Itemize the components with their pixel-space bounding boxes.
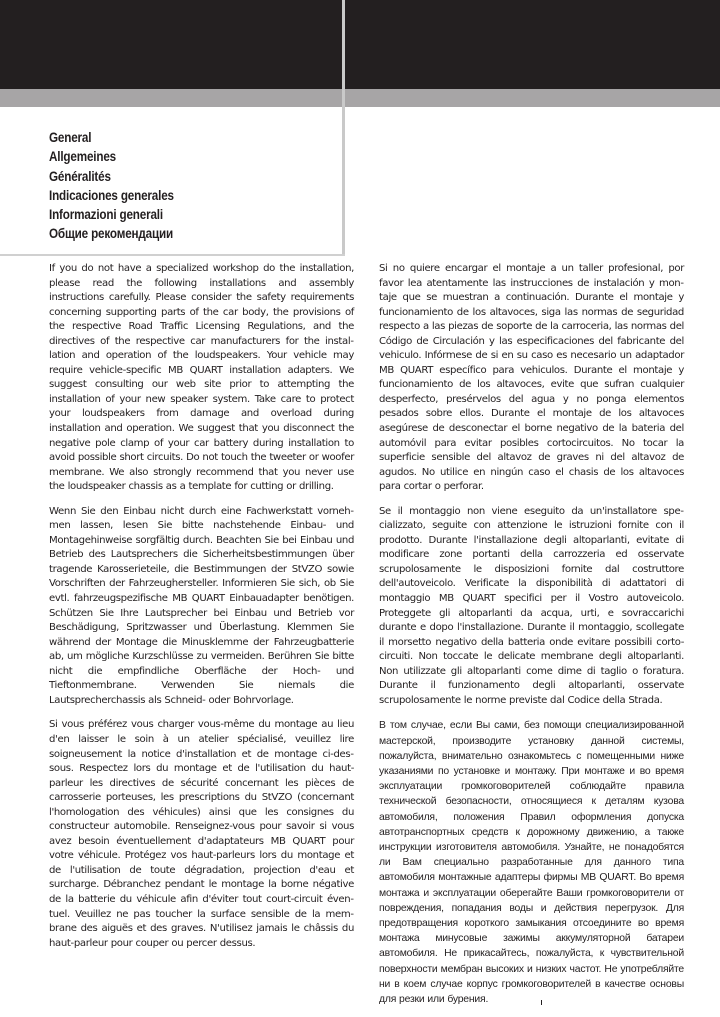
headings-bottom-rule <box>0 254 345 256</box>
page-mark <box>541 1000 542 1005</box>
paragraph-english: If you do not have a specialized workshop do the installation, please read the following installations and assembly instructions carefully. Please consider the safety requirements concerning supporting parts of the car body, the provisions of the respective Road Traffic Licensing Regulations, and the directives of the respective car manufacturers for the installation and operation of the loudspeakers. Your vehicle may require vehicle-specific MB QUART installation adapters. We suggest consulting our web site prior to attempting the installation of your new speaker system. Take care to protect your loudspeakers from damage and overload during installation and operation. We suggest that you disconnect the negative pole clamp of your car battery during installation to avoid possible short circuits. Do not touch the tweeter or woofer membrane. We also strongly recommend that you never use the loudspeaker chassis as a template for cutting or drilling. <box>49 263 354 493</box>
heading-es: Indicaciones generales <box>49 187 174 203</box>
header-grey-bar <box>0 89 720 107</box>
section-headings <box>49 128 329 244</box>
heading-en: General <box>49 130 92 145</box>
paragraph-russian: В том случае, если Вы сами, без помощи специализированной мастерской, производите установку данной системы, пожалуйста, внимательно ознакомьтесь с помещенными ниже указаниями по установке и монтажу. При монтаже и во время эксплуатации громкоговорителей соблюдайте правила технической безопасности, относящиеся к деталям кузова автомобиля, положения Правил оформления допуска автотранспортных средств к дорожному движению, а также инструкции изготовителя автомобиля. Узнайте, не понадобятся ли Вам специально разработанные для данного типа автомобиля монтажные адаптеры фирмы MB QUART. Во время монтажа и эксплуатации оберегайте Ваши громкоговорители от повреждения, попадания воды и действия перегрузок. Для предотвращения короткого замыкания отсоедините во время монтажа минусовые зажимы аккумуляторной батареи автомобиля. Не прикасайтесь, пожалуйста, к чувствительной поверхности мембран высоких и низких частот. Не употребляйте ни в коем случае корпус громкоговорителей в качестве основы для резки или бурения. <box>379 720 684 1006</box>
paragraph-spanish: Si no quiere encargar el montaje a un taller profesional, por favor lea atentamente las instrucciones de instalación y montaje que se muestran a continuación. Durante el montaje y funcionamiento de los altavoces, siga las normas de seguridad respecto a las piezas de soporte de la carroceria, las normas del Código de Circulación y las especificaciones del fabricante del vehiculo. Infórmese de si en su caso es necesario un adaptador MB QUART específico para vehiculos. Durante el montaje y funcionamiento de los altavoces, evite que sufran cualquier desperfecto, presérvelos del agua y no ponga elementos pesados sobre ellos. Durante el montaje de los altavoces asegúrese de desconectar el borne negativo de la bateria del automóvil para evitar posibles cortocircuitos. No tocar la superficie sensible del altavoz de graves ni del altavoz de agudos. No utilice en ningún caso el chasis de los altavoces para cortar o perforar. <box>379 263 685 493</box>
heading-de: Allgemeines <box>49 149 116 165</box>
paragraph-german: Wenn Sie den Einbau nicht durch eine Fachwerkstatt vornehmen lassen, lesen Sie bitte nachstehende Einbau- und Montagehinweise sorgfältig durch. Beachten Sie bei Einbau und Betrieb des Lautsprechers die Sicherheitsbestimmungen über tragende Karosserieteile, die Bestimmungen der StVZO sowie Vorschriften der Fahrzeughersteller. Informieren Sie sich, ob Sie evtl. fahrzeugspezifische MB QUART Einbauadapter benötigen. Schützen Sie Ihre Lautsprecher bei Einbau und Betrieb vor Beschädigung, Spritzwasser und Überlastung. Klemmen Sie während der Montage die Minusklemme der Fahrzeugbatterie ab, um mögliche Kurzschlüsse zu vermeiden. Berühren Sie bitte nicht die empfindliche Oberfläche der Hoch- und Tieftonmembrane. Verwenden Sie niemals die Lautsprecherchassis als Schneid- oder Bohrvorlage. <box>49 505 354 706</box>
heading-it: Informazioni generali <box>49 207 163 223</box>
heading-ru: Общие рекомендации <box>49 226 174 242</box>
heading-fr: Généralités <box>49 168 111 184</box>
vertical-divider <box>342 0 345 256</box>
header-dark-band <box>0 0 720 89</box>
right-column <box>379 262 684 1017</box>
paragraph-french: Si vous préférez vous charger vous-même du montage au lieu d'en laisser le soin à un atelier spécialisé, veuillez lire soigneusement la notice d'installation et de montage ci-dessous. Respectez lors du montage et de l'utilisation du haut-parleur les directives de sécurité concernant les pièces de carrosserie porteuses, les prescriptions du StVZO (concernant l'homologation des véhicules) ainsi que les consignes du constructeur automobile. Renseignez-vous pour savoir si vous avez besoin éventuellement d'adaptateurs MB QUART pour votre véhicule. Protégez vos haut-parleurs lors du montage et de l'utilisation de toute dégradation, projection d'eau et surcharge. Débranchez pendant le montage la borne négative de la batterie du véhicule afin d'éviter tout court-circuit éventuel. Veuillez ne pas toucher la surface sensible de la membrane des aiguës et des graves. N'utilisez jamais le châssis du haut-parleur pour couper ou percer dessus. <box>49 719 354 949</box>
paragraph-italian: Se il montaggio non viene eseguito da un'installatore specializzato, seguite con attenzione le istruzioni fornite con il prodotto. Durante l'installazione degli altoparlanti, evitate di modificare zone portanti della carrozzeria ed osservate scrupolosamente le disposizioni fornite dal costruttore dell'autoveicolo. Verificate la disponibilità di adattatori di montaggio MB QUART specifici per il Vostro autoveicolo. Proteggete gli altoparlanti da acqua, urti, e sovraccarichi durante e dopo l'installazione. Durante il montaggio, scollegate il morsetto negativo della batteria onde evitare possibili corto-circuiti. Non toccate le delicate membrane degli altoparlanti. Non utilizzate gli altoparlanti come dime di taglio o foratura. Durante il funzionamento degli altoparlanti, osservate scrupolosamente le norme previste dal Codice della Strada. <box>379 505 684 706</box>
left-column <box>49 262 354 961</box>
